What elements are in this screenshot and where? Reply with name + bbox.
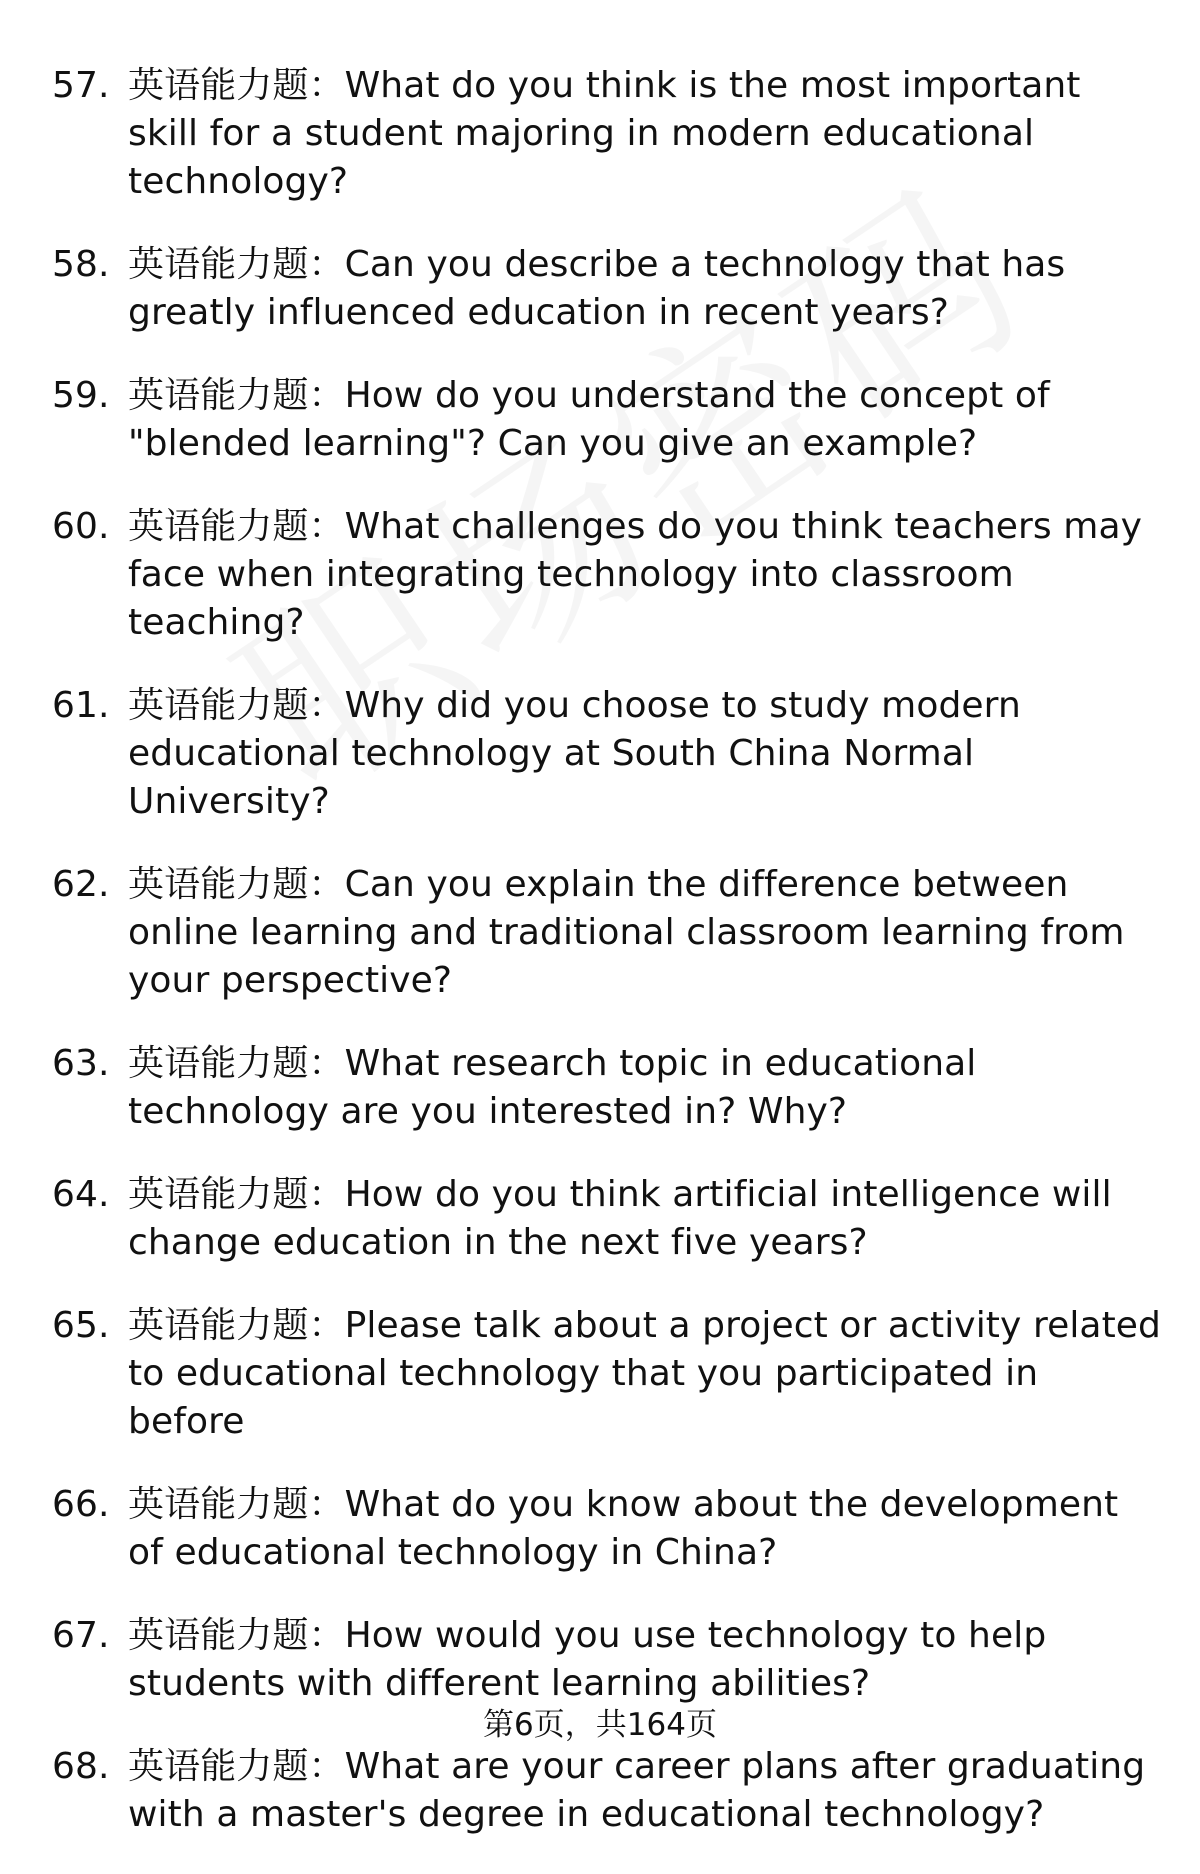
- question-text: What challenges do you think teachers may face when integrating technology into classroom teaching?: [128, 506, 1143, 643]
- question-item: [52, 241, 1162, 337]
- question-item: [52, 1302, 1162, 1446]
- question-category-label: 英语能力题：: [128, 864, 345, 905]
- question-category-label: 英语能力题：: [128, 506, 345, 547]
- question-list: [52, 62, 1162, 1874]
- question-text: How do you think artificial intelligence will change education in the next five years?: [128, 1174, 1112, 1263]
- question-number: 64.: [52, 1174, 110, 1215]
- question-text: Please talk about a project or activity related to educational technology that you participated in before: [128, 1305, 1161, 1442]
- question-item: [52, 1612, 1162, 1708]
- question-text: What do you know about the development of educational technology in China?: [128, 1484, 1119, 1573]
- question-number: 62.: [52, 864, 110, 905]
- question-category-label: 英语能力题：: [128, 1746, 345, 1787]
- page-number-footer: 第6页，共164页: [483, 1707, 717, 1743]
- question-number: 67.: [52, 1615, 110, 1656]
- question-text: Can you explain the difference between online learning and traditional classroom learning from your perspective?: [128, 864, 1125, 1001]
- question-category-label: 英语能力题：: [128, 1615, 345, 1656]
- question-text: What research topic in educational technology are you interested in? Why?: [128, 1043, 977, 1132]
- question-category-label: 英语能力题：: [128, 1484, 345, 1525]
- question-text: What are your career plans after graduating with a master's degree in educational technology?: [128, 1746, 1146, 1835]
- question-item: [52, 682, 1162, 826]
- question-text: What do you think is the most important skill for a student majoring in modern educational technology?: [128, 65, 1081, 202]
- question-item: [52, 861, 1162, 1005]
- question-text: How would you use technology to help students with different learning abilities?: [128, 1615, 1047, 1704]
- question-number: 58.: [52, 244, 110, 285]
- question-text: Can you describe a technology that has greatly influenced education in recent years?: [128, 244, 1066, 333]
- question-text: How do you understand the concept of "blended learning"? Can you give an example?: [128, 375, 1050, 464]
- question-number: 60.: [52, 506, 110, 547]
- question-item: [52, 62, 1162, 206]
- question-category-label: 英语能力题：: [128, 685, 345, 726]
- question-category-label: 英语能力题：: [128, 65, 345, 106]
- question-item: [52, 1171, 1162, 1267]
- question-item: [52, 1040, 1162, 1136]
- question-category-label: 英语能力题：: [128, 1043, 345, 1084]
- question-item: [52, 1743, 1162, 1839]
- question-number: 68.: [52, 1746, 110, 1787]
- question-category-label: 英语能力题：: [128, 244, 345, 285]
- question-number: 57.: [52, 65, 110, 106]
- question-number: 65.: [52, 1305, 110, 1346]
- question-category-label: 英语能力题：: [128, 1174, 345, 1215]
- question-item: [52, 503, 1162, 647]
- question-number: 63.: [52, 1043, 110, 1084]
- question-item: [52, 1481, 1162, 1577]
- question-number: 59.: [52, 375, 110, 416]
- question-number: 66.: [52, 1484, 110, 1525]
- question-item: [52, 372, 1162, 468]
- question-number: 61.: [52, 685, 110, 726]
- question-text: Why did you choose to study modern educational technology at South China Normal University?: [128, 685, 1021, 822]
- question-category-label: 英语能力题：: [128, 1305, 345, 1346]
- question-category-label: 英语能力题：: [128, 375, 345, 416]
